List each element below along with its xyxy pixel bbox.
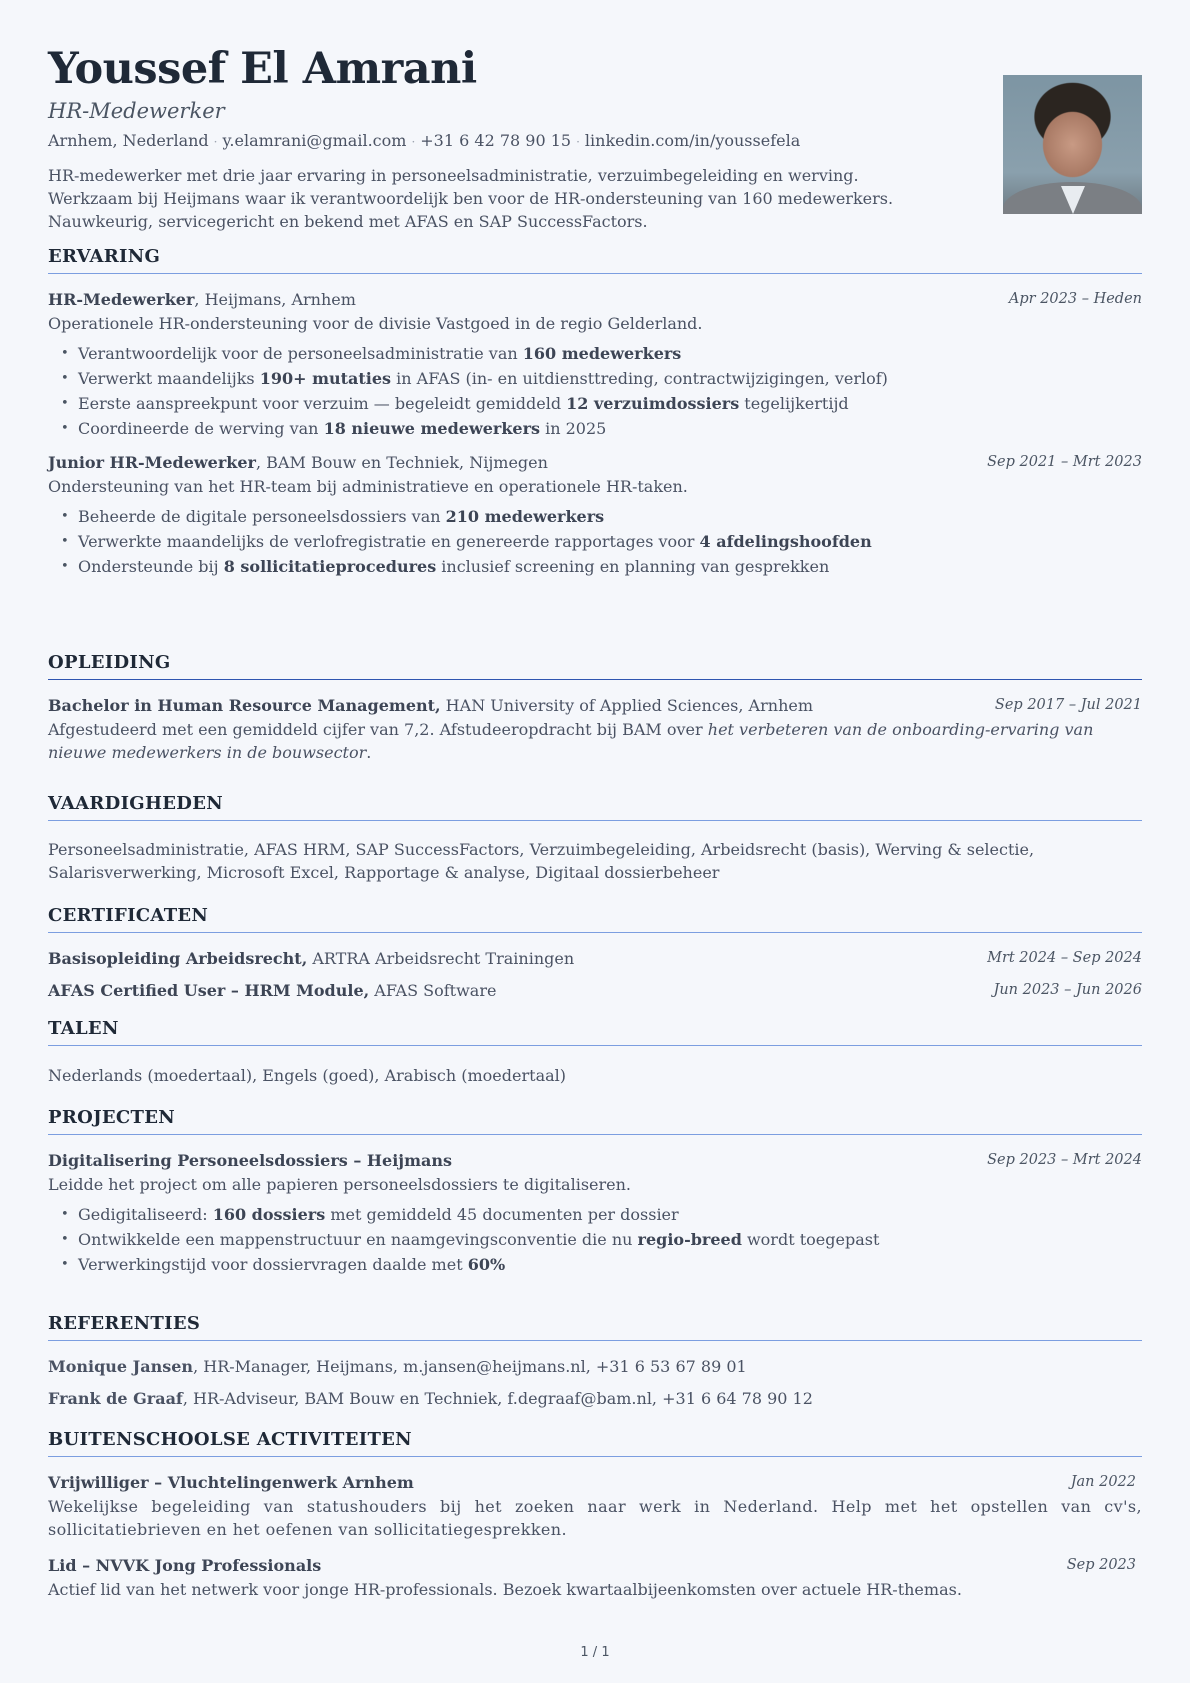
- activity-date: Sep 2023: [1066, 1557, 1136, 1573]
- section-title: PROJECTEN: [48, 1107, 1142, 1135]
- job-date: Sep 2021 – Mrt 2023: [987, 454, 1142, 470]
- section-certificates: [48, 905, 1142, 1003]
- certificate-issuer: AFAS Software: [369, 981, 497, 1000]
- job-description: Operationele HR-ondersteuning voor de divisie Vastgoed in de regio Gelderland.: [48, 314, 703, 333]
- certificate-issuer: ARTRA Arbeidsrecht Trainingen: [307, 949, 575, 968]
- job-header: [48, 450, 1142, 475]
- section-title: REFERENTIES: [48, 1313, 1142, 1341]
- project-entry: [48, 1148, 1142, 1277]
- certificate-entry: [48, 946, 1142, 978]
- job-entry: [48, 450, 1142, 579]
- section-references: [48, 1313, 1142, 1411]
- activity-description: Actief lid van het netwerk voor jonge HR-professionals. Bezoek kwartaalbijeenkomsten over actuele HR-themas.: [48, 1580, 962, 1599]
- job-entry: [48, 287, 1142, 441]
- reference-details: , HR-Manager, Heijmans, m.jansen@heijmans.nl, +31 6 53 67 89 01: [193, 1357, 747, 1376]
- section-title: BUITENSCHOOLSE ACTIVITEITEN: [48, 1429, 1142, 1457]
- section-title: ERVARING: [48, 246, 1142, 274]
- certificate-name: AFAS Certified User – HRM Module,: [48, 981, 370, 1000]
- education-header: [48, 693, 1142, 718]
- section-education: [48, 652, 1142, 764]
- bullet-item: • Eerste aanspreekpunt voor verzuim — begeleidt gemiddeld 12 verzuimdossiers tegelijkertijd: [78, 391, 1142, 416]
- education-date: Sep 2017 – Jul 2021: [994, 697, 1142, 713]
- certificate-entry: [48, 978, 1142, 1003]
- job-bullets: [48, 504, 1142, 579]
- reference-details: , HR-Adviseur, BAM Bouw en Techniek, f.degraaf@bam.nl, +31 6 64 78 90 12: [182, 1389, 813, 1408]
- job-role: Junior HR-Medewerker: [48, 453, 256, 472]
- activity-entry: [48, 1470, 1142, 1541]
- activity-name: Lid – NVVK Jong Professionals: [48, 1556, 322, 1575]
- bullet-item: • Ondersteunde bij 8 sollicitatieprocedures inclusief screening en planning van gesprekken: [78, 554, 1142, 579]
- activity-date: Jan 2022: [1070, 1474, 1136, 1490]
- school: HAN University of Applied Sciences, Arnhem: [440, 696, 814, 715]
- bullet-item: • Coordineerde de werving van 18 nieuwe medewerkers in 2025: [78, 416, 1142, 441]
- project-description: Leidde het project om alle papieren personeelsdossiers te digitaliseren.: [48, 1175, 631, 1194]
- separator: ·: [213, 135, 218, 149]
- section-title: TALEN: [48, 1018, 1142, 1046]
- separator: ·: [411, 135, 416, 149]
- section-title: OPLEIDING: [48, 652, 1142, 680]
- job-bullets: [48, 341, 1142, 441]
- contact-phone[interactable]: +31 6 42 78 90 15: [420, 131, 572, 150]
- section-title: VAARDIGHEDEN: [48, 793, 1142, 821]
- education-description: Afgestudeerd met een gemiddeld cijfer van 7,2. Afstudeeropdracht bij BAM over het verbeteren van de onboarding-ervaring van nieuwe medewerkers in de bouwsector.: [48, 720, 1094, 762]
- languages-list: Nederlands (moedertaal), Engels (goed), Arabisch (moedertaal): [48, 1066, 566, 1085]
- certificate-date: Jun 2023 – Jun 2026: [993, 982, 1142, 998]
- bullet-item: • Verwerkingstijd voor dossiervragen daalde met 60%: [78, 1252, 1142, 1277]
- section-title: CERTIFICATEN: [48, 905, 1142, 933]
- bullet-item: • Verwerkte maandelijks de verlofregistratie en genereerde rapportages voor 4 afdelingshoofden: [78, 529, 1142, 554]
- bullet-item: • Verwerkt maandelijks 190+ mutaties in AFAS (in- en uitdiensttreding, contractwijzigingen, verlof): [78, 366, 1142, 391]
- project-name: Digitalisering Personeelsdossiers – Heijmans: [48, 1151, 452, 1170]
- bullet-item: • Ontwikkelde een mappenstructuur en naamgevingsconventie die nu regio-breed wordt toegepast: [78, 1227, 1142, 1252]
- project-bullets: [48, 1202, 1142, 1277]
- section-languages: [48, 1018, 1142, 1087]
- reference-entry: [48, 1386, 1142, 1411]
- separator: ·: [576, 135, 580, 149]
- candidate-name: Youssef El Amrani: [48, 44, 477, 94]
- contact-line: [48, 131, 800, 150]
- contact-location: Arnhem, Nederland: [48, 131, 209, 150]
- job-description: Ondersteuning van het HR-team bij administratieve en operationele HR-taken.: [48, 477, 688, 496]
- job-company: , BAM Bouw en Techniek, Nijmegen: [255, 453, 548, 472]
- activity-description: Wekelijkse begeleiding van statushouders bij het zoeken naar werk in Nederland. Help met het opstellen van cv's, sollicitatiebrieven en het oefenen van sollicitatiegesprekken.: [48, 1497, 1142, 1539]
- section-activities: [48, 1429, 1142, 1601]
- reference-entry: [48, 1354, 1142, 1386]
- reference-name: Monique Jansen: [48, 1357, 194, 1376]
- profile-photo: [1003, 75, 1142, 214]
- education-entry: [48, 693, 1142, 764]
- reference-name: Frank de Graaf: [48, 1389, 183, 1408]
- section-experience: [48, 246, 1142, 579]
- contact-linkedin[interactable]: linkedin.com/in/youssefela: [584, 131, 801, 150]
- section-skills: [48, 793, 1142, 884]
- activity-name: Vrijwilliger – Vluchtelingenwerk Arnhem: [48, 1473, 414, 1492]
- job-date: Apr 2023 – Heden: [1008, 291, 1142, 307]
- job-role: HR-Medewerker: [48, 290, 195, 309]
- bullet-item: • Gedigitaliseerd: 160 dossiers met gemiddeld 45 documenten per dossier: [78, 1202, 1142, 1227]
- job-company: , Heijmans, Arnhem: [194, 290, 356, 309]
- profile-summary: HR-medewerker met drie jaar ervaring in personeelsadministratie, verzuimbegeleiding en werving. Werkzaam bij Heijmans waar ik verantwoordelijk ben voor de HR-ondersteuning van 160 medewerkers. Nauwkeurig, servicegericht en bekend met AFAS en SAP SuccessFactors.: [48, 166, 894, 231]
- project-date: Sep 2023 – Mrt 2024: [987, 1152, 1142, 1168]
- certificate-name: Basisopleiding Arbeidsrecht,: [48, 949, 308, 968]
- bullet-item: • Verantwoordelijk voor de personeelsadministratie van 160 medewerkers: [78, 341, 1142, 366]
- page-number: 1 / 1: [580, 1645, 610, 1660]
- contact-email[interactable]: y.elamrani@gmail.com: [222, 131, 407, 150]
- skills-list: Personeelsadministratie, AFAS HRM, SAP SuccessFactors, Verzuimbegeleiding, Arbeidsrecht (basis), Werving & selectie, Salarisverwerking, Microsoft Excel, Rapportage & analyse, Digitaal dossierbeheer: [48, 840, 1035, 882]
- bullet-item: • Beheerde de digitale personeelsdossiers van 210 medewerkers: [78, 504, 1142, 529]
- degree: Bachelor in Human Resource Management,: [48, 696, 441, 715]
- candidate-role: HR-Medewerker: [48, 99, 225, 123]
- job-header: [48, 287, 1142, 312]
- activity-entry: [48, 1553, 1142, 1601]
- certificate-date: Mrt 2024 – Sep 2024: [987, 950, 1142, 966]
- section-projects: [48, 1107, 1142, 1277]
